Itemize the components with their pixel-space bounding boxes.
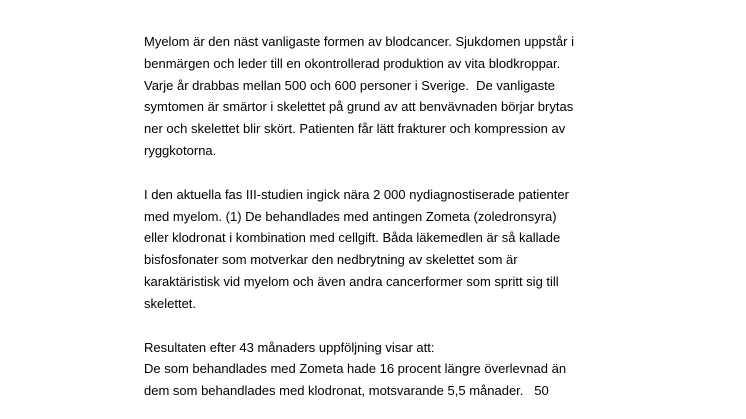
text-line: Myelom är den näst vanligaste formen av blodcancer. Sjukdomen uppstår i [144, 34, 574, 49]
text-line: eller klodronat i kombination med cellgift. Båda läkemedlen är så kallade [144, 230, 561, 246]
text-line: De som behandlades med Zometa hade 16 procent längre överlevnad än [144, 361, 567, 377]
text-line: dem som behandlades med klodronat, motsvarande 5,5 månader. 50 [144, 383, 549, 399]
text-line: symtomen är smärtor i skelettet på grund av att benvävnaden börjar brytas [144, 99, 574, 115]
text-line: karaktäristisk vid myelom och även andra cancerformer som spritt sig till [144, 273, 559, 289]
text-line: ner och skelettet blir skört. Patienten får lätt frakturer och kompression av [144, 121, 566, 137]
document-body [144, 31, 624, 419]
paragraph-results [144, 337, 624, 402]
text-line: benmärgen och leder till en okontrollerad produktion av vita blodkroppar. [144, 55, 561, 71]
text-line: bisfosfonater som motverkar den nedbrytning av skelettet som är [144, 252, 518, 268]
text-line: med myelom. (1) De behandlades med antingen Zometa (zoledronsyra) [144, 208, 557, 224]
text-line: ryggkotorna. [144, 142, 217, 158]
text-line: skelettet. [144, 295, 197, 311]
text-line: Varje år drabbas mellan 500 och 600 personer i Sverige. De vanligaste [144, 77, 555, 93]
paragraph-study-description [144, 184, 624, 315]
paragraph-myelom-intro [144, 31, 624, 162]
text-line: Resultaten efter 43 månaders uppföljning visar att: [144, 339, 435, 355]
text-line: I den aktuella fas III-studien ingick nära 2 000 nydiagnostiserade patienter [144, 186, 569, 202]
